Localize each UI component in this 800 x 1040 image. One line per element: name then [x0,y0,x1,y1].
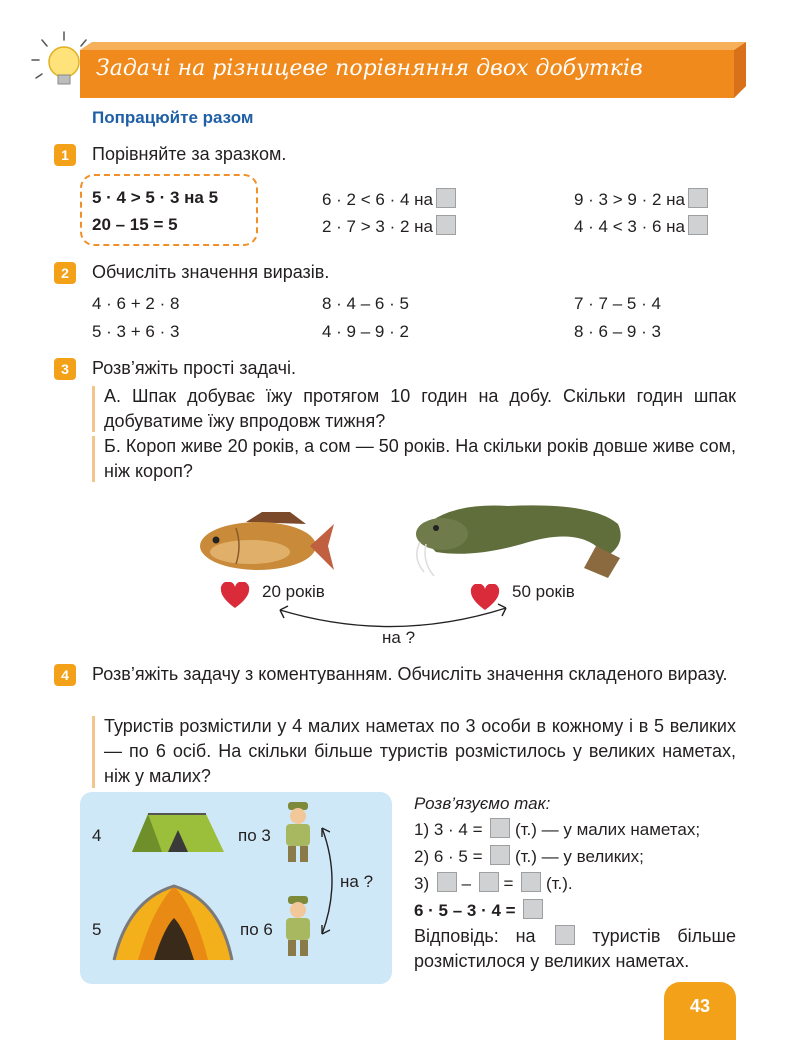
answer-box[interactable] [490,845,510,865]
step-text: (т.). [545,874,573,893]
difference-label: на ? [382,628,416,647]
tourist-icon [280,800,316,866]
small-tent-icon [128,804,226,858]
task1-instruction: Порівняйте за зразком. [92,144,287,164]
compare-item-3 [322,215,456,237]
big-tent-icon [108,880,238,970]
answer-paragraph [414,924,736,974]
expression-1: 4 · 6 + 2 · 8 [92,294,180,313]
expression-4: 5 · 3 + 6 · 3 [92,322,180,341]
step-text: 1) 3 · 4 = [414,820,483,839]
quote-bar [92,386,95,432]
answer-box[interactable] [490,818,510,838]
task-number-3: 3 [54,358,76,380]
task2-instruction: Обчисліть значення виразів. [92,262,330,282]
task-number-2: 2 [54,262,76,284]
problem-a: А. Шпак добуває їжу протягом 10 годин на добу. Скільки годин шпак добуватиме їжу впродовж тижня? [104,386,736,431]
sample-dashed-frame [80,174,258,246]
big-tent-per: по 6 [240,920,273,939]
tourist-icon [280,894,316,960]
carp-fish-illustration [196,508,336,578]
solution-step-2 [414,845,644,867]
page-number: 43 [689,996,711,1016]
expression-2: 8 · 4 – 6 · 5 [322,294,409,313]
compare-text: 4 · 4 < 3 · 6 на [574,217,685,236]
step-text: 3) [414,874,430,893]
page-title: Задачі на різницеве порівняння двох добутків [96,56,643,81]
difference-arrow [316,822,340,940]
sample-line-1: 5 · 4 > 5 · 3 на 5 [92,188,219,207]
compare-text: 9 · 3 > 9 · 2 на [574,190,685,209]
solution-step-3 [414,872,573,894]
answer-box[interactable] [521,872,541,892]
heart-icon [220,582,250,610]
step-text: (т.) — у малих наметах; [514,820,701,839]
expression-text: 6 · 5 – 3 · 4 = [414,901,516,920]
answer-box[interactable] [437,872,457,892]
problem-b: Б. Короп живе 20 років, а сом — 50 років. На скільки років довше живе сом, ніж короп? [104,436,736,481]
catfish-illustration [412,488,628,580]
solution-step-1 [414,818,700,840]
carp-lifespan: 20 років [262,582,325,601]
step-text: (т.) — у великих; [514,847,644,866]
compare-item-4 [574,215,708,237]
compound-expression [414,899,543,921]
tents-difference-label: на ? [340,872,374,891]
solution-heading: Розв’язуємо так: [414,794,551,813]
sample-line-2: 20 – 15 = 5 [92,215,178,234]
task3-instruction: Розв’яжіть прості задачі. [92,358,297,378]
compare-text: 2 · 7 > 3 · 2 на [322,217,433,236]
step-text: = [503,874,514,893]
answer-box[interactable] [555,925,575,945]
task4-problem: Туристів розмістили у 4 малих наметах по 3 особи в кожному і в 5 великих — по 6 осіб. На скільки більше туристів розмістилось у великих наметах, ніж у малих? [104,716,736,786]
small-tent-count: 4 [92,826,102,845]
step-text: 2) 6 · 5 = [414,847,483,866]
answer-box[interactable] [688,215,708,235]
expression-6: 8 · 6 – 9 · 3 [574,322,661,341]
task-number-4: 4 [54,664,76,686]
step-text: – [461,874,472,893]
task-number-1: 1 [54,144,76,166]
section-subheading: Попрацюйте разом [92,108,254,127]
answer-text: Відповідь: на [414,926,536,946]
quote-bar [92,436,95,482]
expression-3: 7 · 7 – 5 · 4 [574,294,661,313]
answer-text: туристів більше розмістилося у великих наметах. [414,926,736,971]
expression-5: 4 · 9 – 9 · 2 [322,322,409,341]
quote-bar [92,716,95,788]
small-tent-per: по 3 [238,826,271,845]
answer-box[interactable] [688,188,708,208]
answer-box[interactable] [436,215,456,235]
task4-instruction: Розв’яжіть задачу з коментуванням. Обчисліть значення складеного виразу. [92,664,728,684]
answer-box[interactable] [523,899,543,919]
big-tent-count: 5 [92,920,102,939]
answer-box[interactable] [436,188,456,208]
catfish-lifespan: 50 років [512,582,575,601]
answer-box[interactable] [479,872,499,892]
compare-item-2 [574,188,708,210]
lightbulb-icon [28,28,100,100]
compare-text: 6 · 2 < 6 · 4 на [322,190,433,209]
compare-item-1 [322,188,456,210]
